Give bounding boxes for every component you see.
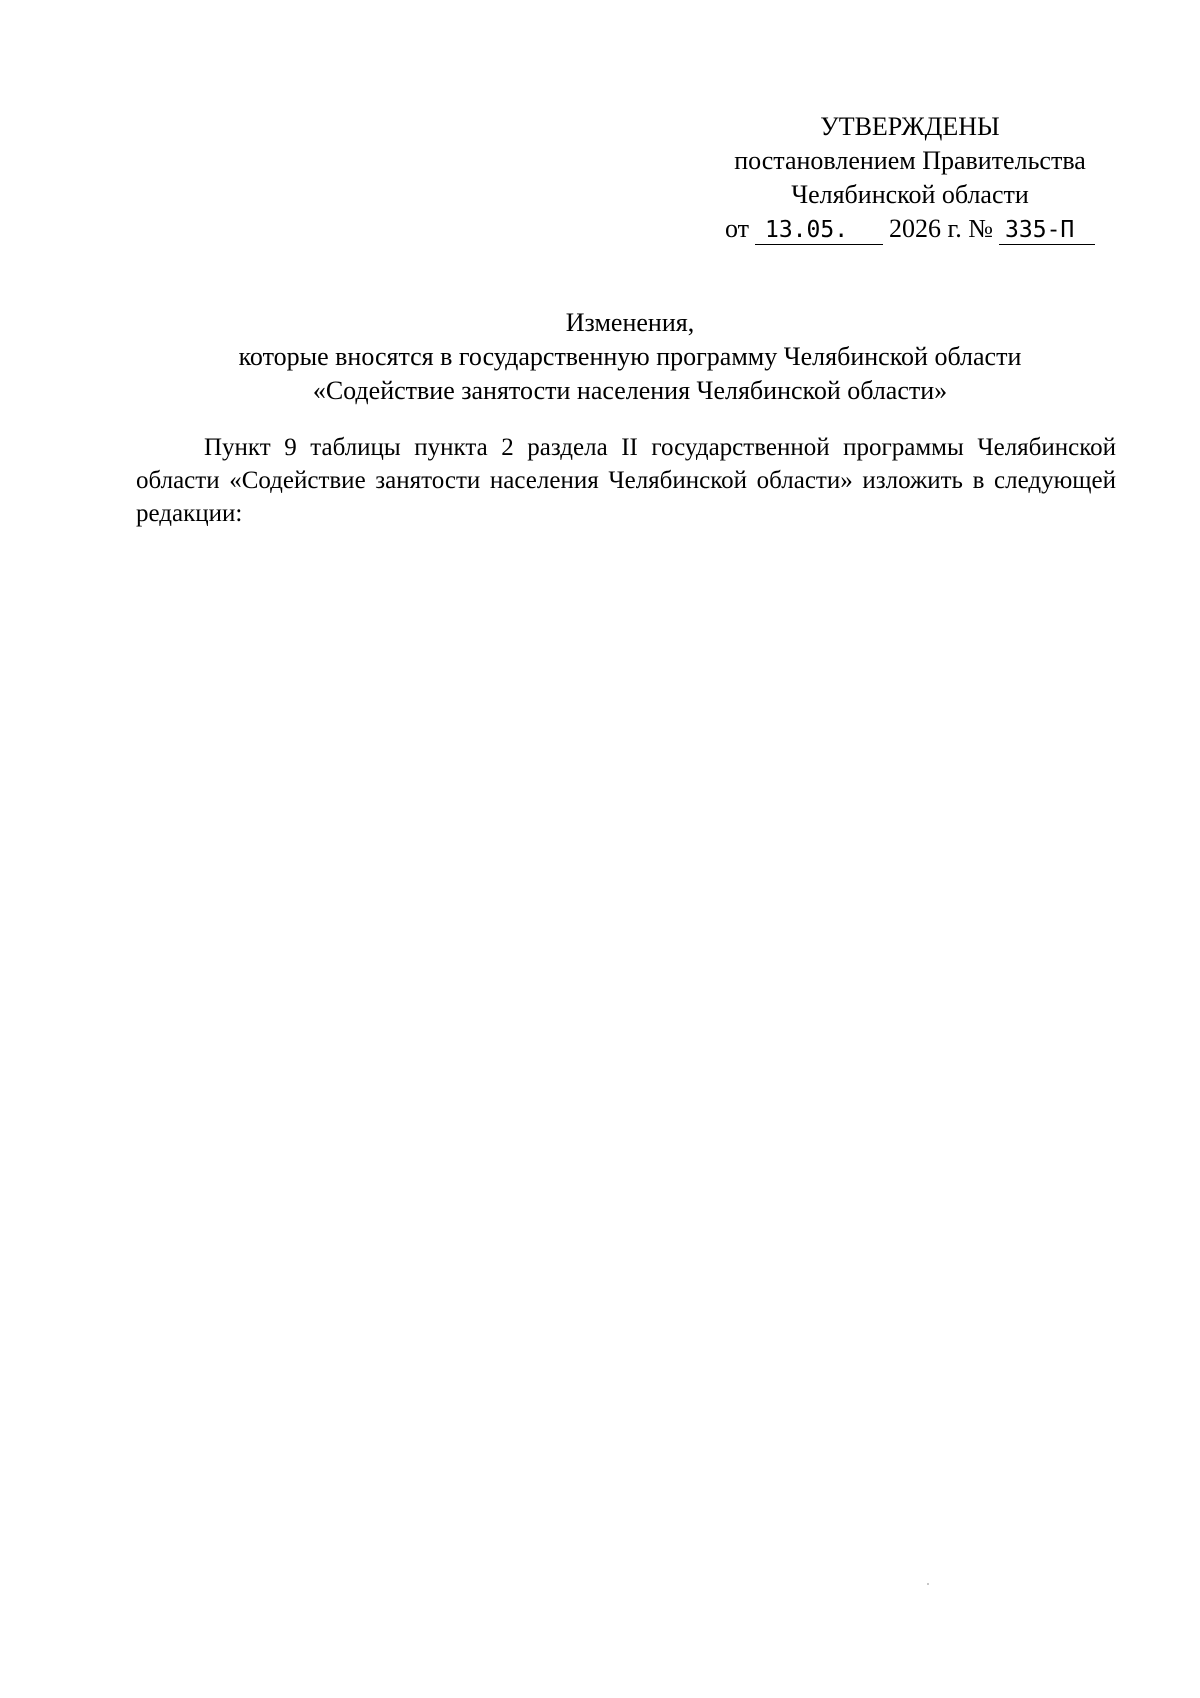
title-line-1: Изменения, [565,308,695,337]
number-field: 335-П [999,216,1095,245]
title-line-2: которые вносятся в государственную программу Челябинской области [238,342,1022,371]
approval-heading: УТВЕРЖДЕНЫ [820,112,1000,141]
document-title [140,306,1120,408]
title-line-3: «Содействие занятости населения Челябинской области» [312,376,948,405]
date-field: 13.05. [755,216,883,245]
approval-stamp-block [700,110,1120,246]
year-label: 2026 г. № [888,214,994,243]
approval-region-line: Челябинской области [791,180,1029,209]
body-paragraph: Пункт 9 таблицы пункта 2 раздела II государственной программы Челябинской области «Содействие занятости населения Челябинской области» изложить в следующей редакции: [136,434,1116,527]
date-prefix: от [724,214,749,243]
scan-speck [927,1583,929,1585]
approval-date-line [700,212,1120,246]
approval-resolution-line: постановлением Правительства [734,146,1086,175]
